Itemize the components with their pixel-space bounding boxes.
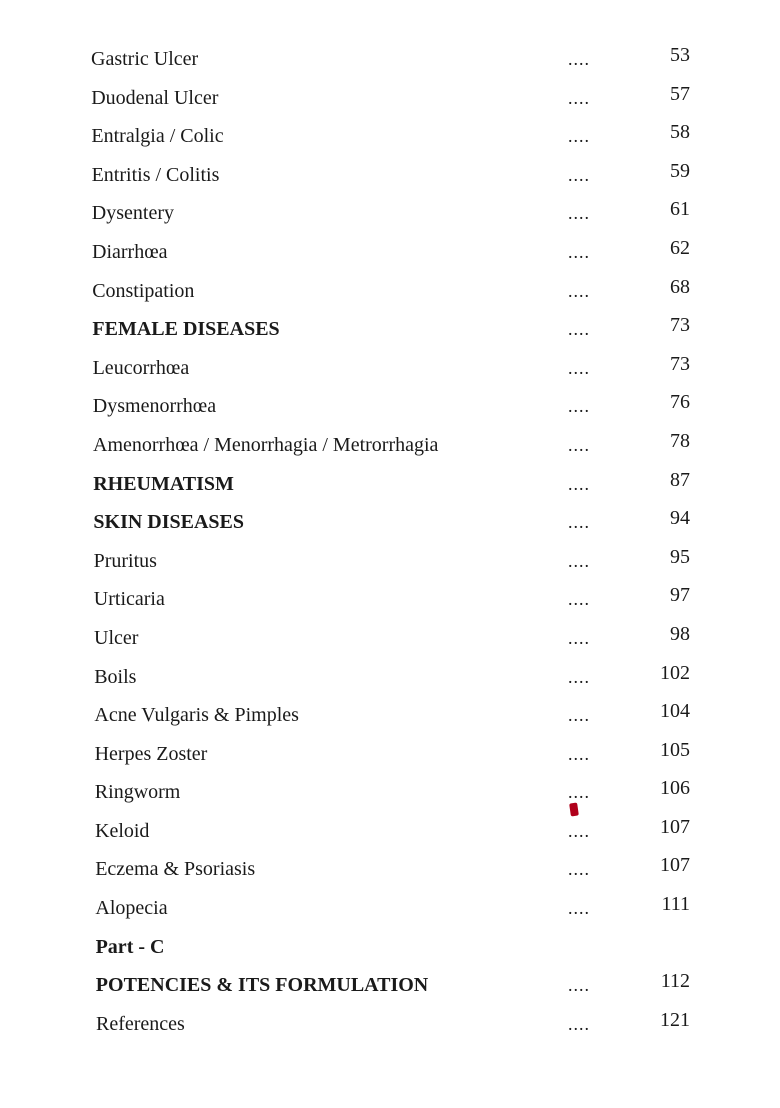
table-of-contents: [0, 44, 780, 1050]
entry-title: Acne Vulgaris & Pimples: [94, 704, 299, 727]
leader-dots: ....: [568, 126, 590, 147]
entry-title: Keloid: [95, 819, 150, 842]
toc-section-heading: [0, 468, 780, 511]
entry-title: Gastric Ulcer: [91, 48, 199, 70]
page-number: 57: [670, 82, 690, 105]
page-number: 112: [660, 970, 690, 993]
page-number: 102: [660, 661, 690, 684]
toc-entry: [0, 352, 780, 395]
leader-dots: ....: [568, 705, 590, 726]
leader-dots: ....: [568, 666, 590, 687]
page-number: 98: [670, 622, 690, 645]
entry-title: Boils: [94, 665, 137, 688]
entry-title: Ringworm: [94, 781, 181, 804]
toc-entry: [0, 1008, 780, 1051]
toc-entry: [0, 121, 780, 163]
toc-entry: [0, 545, 780, 588]
leader-dots: ....: [568, 550, 590, 571]
leader-dots: ....: [568, 589, 590, 610]
entry-title: Herpes Zoster: [94, 742, 208, 765]
leader-dots: ....: [568, 203, 590, 224]
page-number: 107: [660, 854, 690, 877]
page-number: 76: [670, 391, 690, 414]
toc-entry: [0, 815, 780, 858]
page-number: 106: [660, 777, 690, 800]
page-number: 62: [670, 236, 690, 259]
entry-title: SKIN DISEASES: [93, 511, 245, 534]
leader-dots: ....: [568, 164, 590, 185]
page-number: 73: [670, 352, 690, 375]
leader-dots: ....: [568, 820, 590, 841]
page-number: 107: [660, 815, 690, 838]
entry-title: References: [96, 1012, 185, 1035]
entry-title: Urticaria: [93, 588, 165, 611]
leader-dots: ....: [568, 241, 590, 262]
leader-dots: ....: [568, 280, 590, 301]
page-number: 97: [670, 584, 690, 607]
page-number: 121: [660, 1008, 690, 1031]
entry-title: Leucorrhœa: [92, 356, 190, 379]
toc-entry: [0, 584, 780, 626]
entry-title: Diarrhœa: [92, 240, 168, 263]
leader-dots: ....: [568, 434, 590, 455]
toc-entry: [0, 82, 780, 125]
toc-entry: [0, 198, 780, 240]
toc-section-heading: [0, 507, 780, 549]
page-number: 68: [670, 275, 690, 298]
entry-title: Dysmenorrhœa: [92, 395, 217, 418]
entry-title: Constipation: [92, 279, 195, 302]
toc-entry: [0, 391, 780, 433]
entry-title: Amenorrhœa / Menorrhagia / Metrorrhagia: [93, 433, 439, 456]
entry-title: Part - C: [95, 935, 165, 958]
entry-title: Dysentery: [91, 202, 174, 225]
entry-title: FEMALE DISEASES: [92, 318, 280, 341]
page-number: 73: [670, 314, 690, 337]
page-number: 53: [670, 44, 690, 66]
leader-dots: ....: [568, 1013, 590, 1034]
page-number: 78: [670, 429, 690, 452]
toc-entry: [0, 159, 780, 202]
entry-title: Ulcer: [94, 626, 139, 649]
toc-entry: [0, 893, 780, 935]
toc-entry: [0, 622, 780, 665]
page-number: 104: [660, 700, 690, 723]
toc-entry: [0, 777, 780, 819]
entry-title: Duodenal Ulcer: [91, 86, 219, 109]
page-number: 111: [661, 893, 690, 916]
leader-dots: ....: [568, 357, 590, 378]
toc-section-heading: [0, 314, 780, 356]
toc-section-heading: [0, 935, 780, 974]
entry-title: RHEUMATISM: [93, 472, 234, 495]
leader-dots: ....: [568, 473, 590, 494]
toc-entry: [0, 700, 780, 742]
leader-dots: ....: [568, 396, 590, 417]
entry-title: Entralgia / Colic: [91, 125, 224, 148]
page-number: 58: [670, 121, 690, 144]
leader-dots: ....: [568, 319, 590, 340]
page-number: 61: [670, 198, 690, 221]
entry-title: Alopecia: [95, 897, 168, 920]
entry-title: Pruritus: [93, 549, 157, 572]
leader-dots: ....: [568, 975, 590, 996]
leader-dots: ....: [568, 782, 590, 803]
leader-dots: ....: [568, 859, 590, 880]
page-number: 94: [670, 507, 690, 530]
leader-dots: ....: [568, 512, 590, 533]
page-number: 105: [660, 738, 690, 761]
toc-entry: [0, 661, 780, 704]
entry-title: Entritis / Colitis: [91, 163, 220, 186]
toc-entry: [0, 44, 780, 86]
toc-entry: [0, 854, 780, 896]
entry-title: POTENCIES & ITS FORMULATION: [95, 974, 429, 997]
toc-entry: [0, 738, 780, 781]
leader-dots: ....: [568, 627, 590, 648]
toc-entry: [0, 429, 780, 472]
entry-title: Eczema & Psoriasis: [95, 858, 256, 881]
ink-mark: [569, 803, 579, 817]
leader-dots: ....: [568, 87, 590, 108]
leader-dots: ....: [568, 898, 590, 919]
leader-dots: ....: [568, 743, 590, 764]
toc-section-heading: [0, 970, 780, 1012]
leader-dots: ....: [568, 49, 590, 69]
page-number: 95: [670, 545, 690, 568]
toc-entry: [0, 275, 780, 318]
page-number: 87: [670, 468, 690, 491]
page-number: 59: [670, 159, 690, 182]
toc-entry: [0, 236, 780, 279]
